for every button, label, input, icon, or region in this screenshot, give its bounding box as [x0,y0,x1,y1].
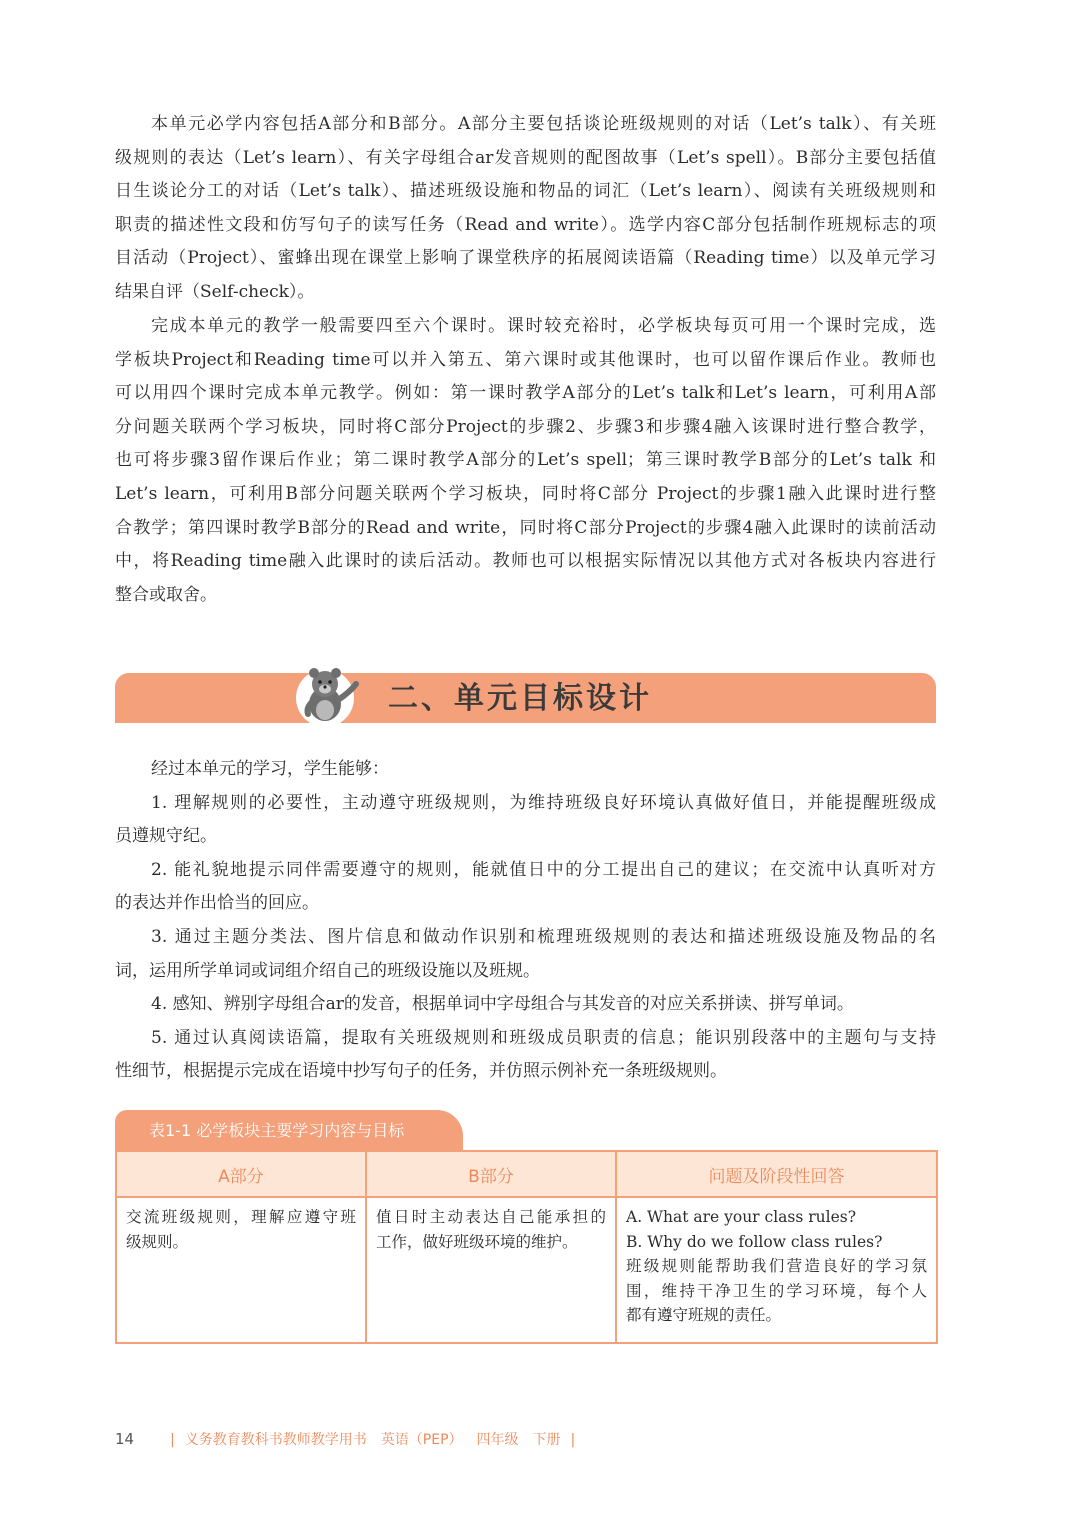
text-line: 完成本单元的教学一般需要四至六个课时。课时较充裕时，必学板块每页可用一个课时完成，选 [151,316,936,336]
cell-line: 都有遵守班规的责任。 [626,1306,782,1324]
goal-item-1: 1. 理解规则的必要性，主动遵守班级规则，为维持班级良好环境认真做好值日，并能提醒班级成 [151,792,936,813]
text-line: 分问题关联两个学习板块，同时将C部分Project的步骤2、步骤3和步骤4融入该课时进行整合教学， [115,416,936,437]
goal-item-1-cont: 员遵规守纪。 [115,826,217,847]
goal-item-5-cont: 性细节，根据提示完成在语境中抄写句子的任务，并仿照示例补充一条班级规则。 [115,1061,727,1082]
intro-paragraph-1 [115,108,936,310]
page-footer [115,1428,585,1450]
footer-volume: 下册 [532,1432,561,1448]
text-line: 本单元必学内容包括A部分和B部分。A部分主要包括谈论班级规则的对话（Let’s talk）、有关班 [151,114,936,134]
cell-line: B. Why do we follow class rules? [626,1232,883,1251]
table-header-a: A部分 [116,1151,366,1197]
goal-item-3-cont: 词，运用所学单词或词组介绍自己的班级设施以及班规。 [115,960,540,981]
text-line: 结果自评（Self-check）。 [115,281,315,302]
text-line: 整合或取舍。 [115,584,217,605]
text-line: 日生谈论分工的对话（Let’s talk）、描述班级设施和物品的词汇（Let’s learn）、阅读有关班级规则和 [115,181,936,202]
text-line: 合教学；第四课时教学B部分的Read and write，同时将C部分Project的步骤4融入此课时的读前活动 [115,517,936,538]
text-line: 中，将Reading time融入此课时的读后活动。教师也可以根据实际情况以其他方式对各板块内容进行 [115,551,936,572]
text-line: 学板块Project和Reading time可以并入第五、第六课时或其他课时，也可以留作课后作业。教师也 [115,349,936,370]
cell-line: 班级规则能帮助我们营造良好的学习氛 [626,1257,927,1275]
cell-line: 交流班级规则，理解应遵守班 [126,1208,356,1226]
cell-line: 级规则。 [126,1232,189,1251]
cell-line: 工作，做好班级环境的维护。 [376,1232,578,1251]
table-header-row [116,1151,937,1197]
page-number: 14 [115,1430,135,1448]
text-line: 也可将步骤3留作课后作业；第二课时教学A部分的Let’s spell；第三课时教学B部分的Let’s talk 和 [115,450,936,471]
goal-item-5: 5. 通过认真阅读语篇，提取有关班级规则和班级成员职责的信息；能识别段落中的主题句与支持 [151,1027,936,1048]
goal-item-2: 2. 能礼貌地提示同伴需要遵守的规则，能就值日中的分工提出自己的建议；在交流中认真听对方 [151,859,936,880]
footer-grade: 四年级 [476,1432,519,1448]
divider: | [170,1432,175,1448]
goal-item-4: 4. 感知、辨别字母组合ar的发音，根据单词中字母组合与其发音的对应关系拼读、拼写单词。 [151,994,854,1015]
goals-lead: 经过本单元的学习，学生能够： [151,759,389,779]
text-line: 目活动（Project）、蜜蜂出现在课堂上影响了课堂秩序的拓展阅读语篇（Reading time）以及单元学习 [115,248,936,269]
table-row [116,1197,937,1343]
bear-mascot-icon [292,660,364,728]
table-cell-a [116,1197,366,1343]
table-caption: 表1-1 必学板块主要学习内容与目标 [115,1110,463,1150]
text-line: 可以用四个课时完成本单元教学。例如：第一课时教学A部分的Let’s talk和Let’s learn，可利用A部 [115,383,936,404]
text-line: 职责的描述性文段和仿写句子的读写任务（Read and write）。选学内容C部分包括制作班规标志的项 [115,214,936,235]
goal-item-2-cont: 的表达并作出恰当的回应。 [115,893,319,914]
cell-line: A. What are your class rules? [626,1208,857,1226]
intro-paragraph-2 [115,310,936,612]
goals-section [115,753,936,1089]
text-line: Let’s learn，可利用B部分问题关联两个学习板块，同时将C部分 Project的步骤1融入此课时进行整 [115,483,936,504]
table-header-questions: 问题及阶段性回答 [616,1151,937,1197]
cell-line: 围，维持干净卫生的学习环境，每个人 [626,1281,927,1300]
content-table [115,1150,938,1344]
goal-item-3: 3. 通过主题分类法、图片信息和做动作识别和梳理班级规则的表达和描述班级设施及物品的名 [151,926,936,947]
table-cell-b [366,1197,616,1343]
footer-book: 义务教育教科书教师教学用书 [184,1432,367,1448]
cell-line: 值日时主动表达自己能承担的 [376,1208,606,1226]
section-title: 二、单元目标设计 [388,681,652,716]
footer-subject: 英语（PEP） [380,1432,463,1448]
text-line: 级规则的表达（Let’s learn）、有关字母组合ar发音规则的配图故事（Let’s spell）。B部分主要包括值 [115,147,936,168]
table-header-b: B部分 [366,1151,616,1197]
divider: | [570,1432,576,1448]
table-cell-questions [616,1197,937,1343]
